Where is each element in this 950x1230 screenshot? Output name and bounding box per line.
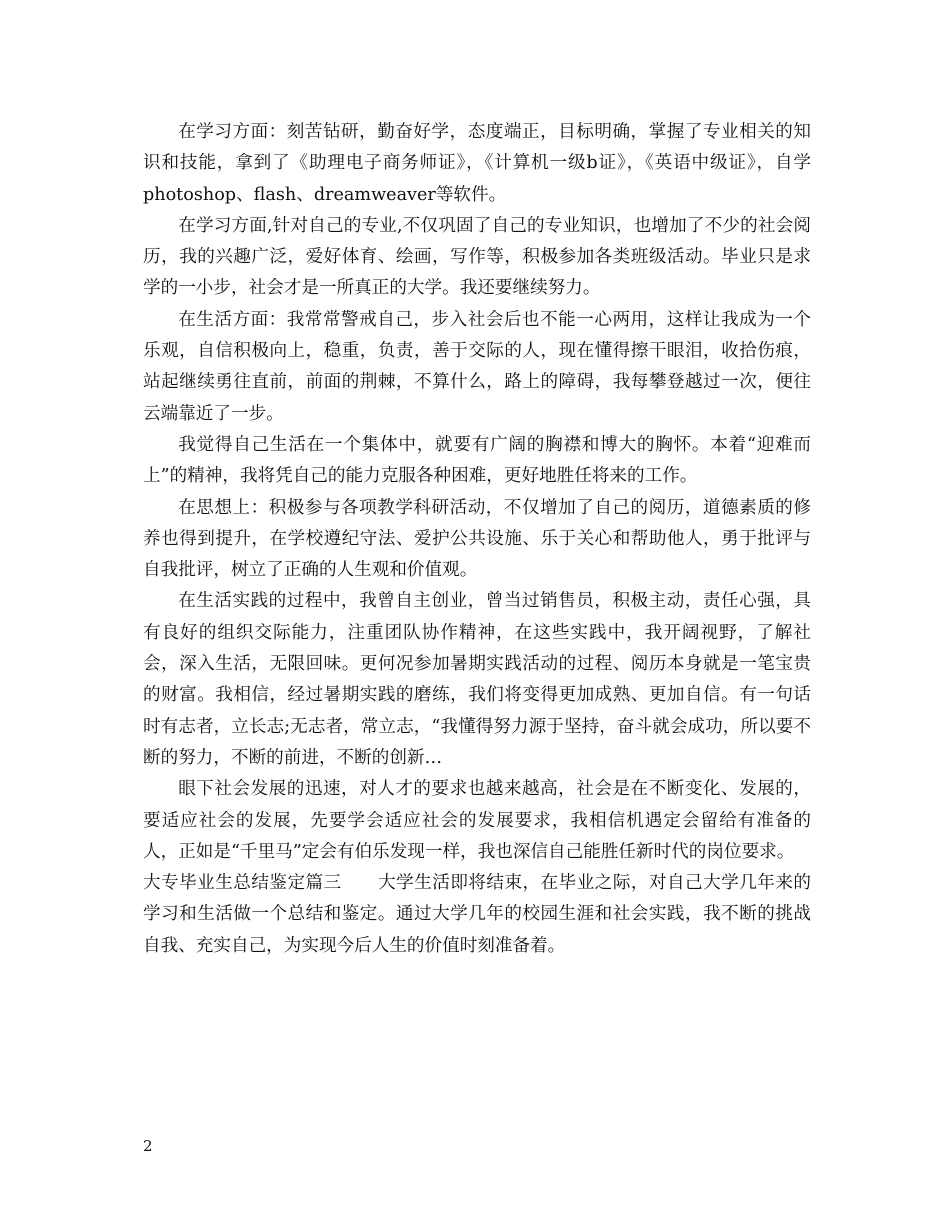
section-heading: 大专毕业生总结鉴定篇三 — [143, 873, 342, 894]
paragraph-study-major: 在学习方面,针对自己的专业,不仅巩固了自己的专业知识，也增加了不少的社会阅历，我的兴趣广泛，爱好体育、绘画，写作等，积极参加各类班级活动。毕业只是求学的一小步，社会才是一所真正的大学。我还要继续努力。 — [143, 215, 811, 299]
paragraph-thought: 在思想上：积极参与各项教学科研活动，不仅增加了自己的阅历，道德素质的修养也得到提升，在学校遵纪守法、爱护公共设施、乐于关心和帮助他人，勇于批评与自我批评，树立了正确的人生观和价值观。 — [143, 497, 811, 581]
paragraph-life: 在生活方面：我常常警戒自己，步入社会后也不能一心两用，这样让我成为一个乐观，自信积极向上，稳重，负责，善于交际的人，现在懂得擦干眼泪，收拾伤痕，站起继续勇往直前，前面的荆棘，不算什么，路上的障碍，我每攀登越过一次，便往云端靠近了一步。 — [143, 309, 811, 424]
section-paragraph — [143, 868, 811, 962]
paragraph-society: 眼下社会发展的迅速，对人才的要求也越来越高，社会是在不断变化、发展的，要适应社会的发展，先要学会适应社会的发展要求，我相信机遇定会留给有准备的人，正如是“千里马”定会有伯乐发现一样，我也深信自己能胜任新时代的岗位要求。 — [143, 779, 811, 862]
paragraph-practice: 在生活实践的过程中，我曾自主创业，曾当过销售员，积极主动，责任心强，具有良好的组织交际能力，注重团队协作精神，在这些实践中，我开阔视野，了解社会，深入生活，无限回味。更何况参加暑期实践活动的过程、阅历本身就是一笔宝贵的财富。我相信，经过暑期实践的磨练，我们将变得更加成熟、更加自信。有一句话时有志者，立长志;无志者，常立志，“我懂得努力源于坚持，奋斗就会成功，所以要不断的努力，不断的前进，不断的创新… — [143, 591, 811, 768]
paragraph-study: 在学习方面：刻苦钻研，勤奋好学，态度端正，目标明确，掌握了专业相关的知识和技能，拿到了《助理电子商务师证》，《计算机一级b证》，《英语中级证》，自学photoshop、flash、dreamweaver等软件。 — [143, 122, 811, 205]
paragraph-collective: 我觉得自己生活在一个集体中，就要有广阔的胸襟和博大的胸怀。本着“迎难而上”的精神，我将凭自己的能力克服各种困难，更好地胜任将来的工作。 — [143, 434, 811, 487]
section-text: 大学生活即将结束，在毕业之际，对自己大学几年来的学习和生活做一个总结和鉴定。通过大学几年的校园生涯和社会实践，我不断的挑战自我、充实自己，为实现今后人生的价值时刻准备着。 — [143, 873, 811, 956]
page-number: 2 — [143, 1137, 153, 1155]
document-body — [143, 117, 811, 962]
